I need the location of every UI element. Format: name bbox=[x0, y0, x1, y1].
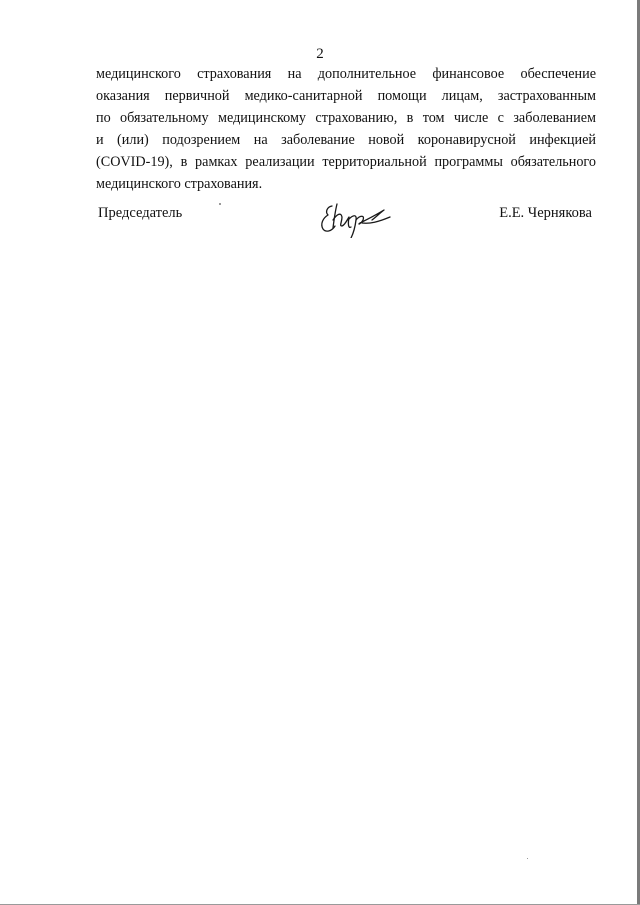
scan-speck bbox=[527, 858, 528, 859]
body-line: медицинского страхования. bbox=[96, 176, 263, 192]
handwritten-signature bbox=[318, 198, 392, 238]
scan-speck bbox=[219, 203, 221, 205]
signature-block bbox=[96, 198, 592, 238]
signer-name: Е.Е. Чернякова bbox=[499, 205, 592, 221]
page-number: 2 bbox=[316, 46, 324, 62]
body-line: и (или) подозрением на заболевание новой коронавирусной инфекцией bbox=[96, 132, 596, 148]
body-line: оказания первичной медико-санитарной помощи лицам, застрахованным bbox=[96, 88, 596, 104]
body-line: (COVID-19), в рамках реализации территориальной программы обязательного bbox=[96, 154, 596, 170]
body-paragraph bbox=[96, 63, 596, 195]
signer-position: Председатель bbox=[98, 205, 183, 221]
body-line: по обязательному медицинскому страхованию, в том числе с заболеванием bbox=[96, 110, 596, 126]
body-line: медицинского страхования на дополнительное финансовое обеспечение bbox=[96, 66, 596, 82]
